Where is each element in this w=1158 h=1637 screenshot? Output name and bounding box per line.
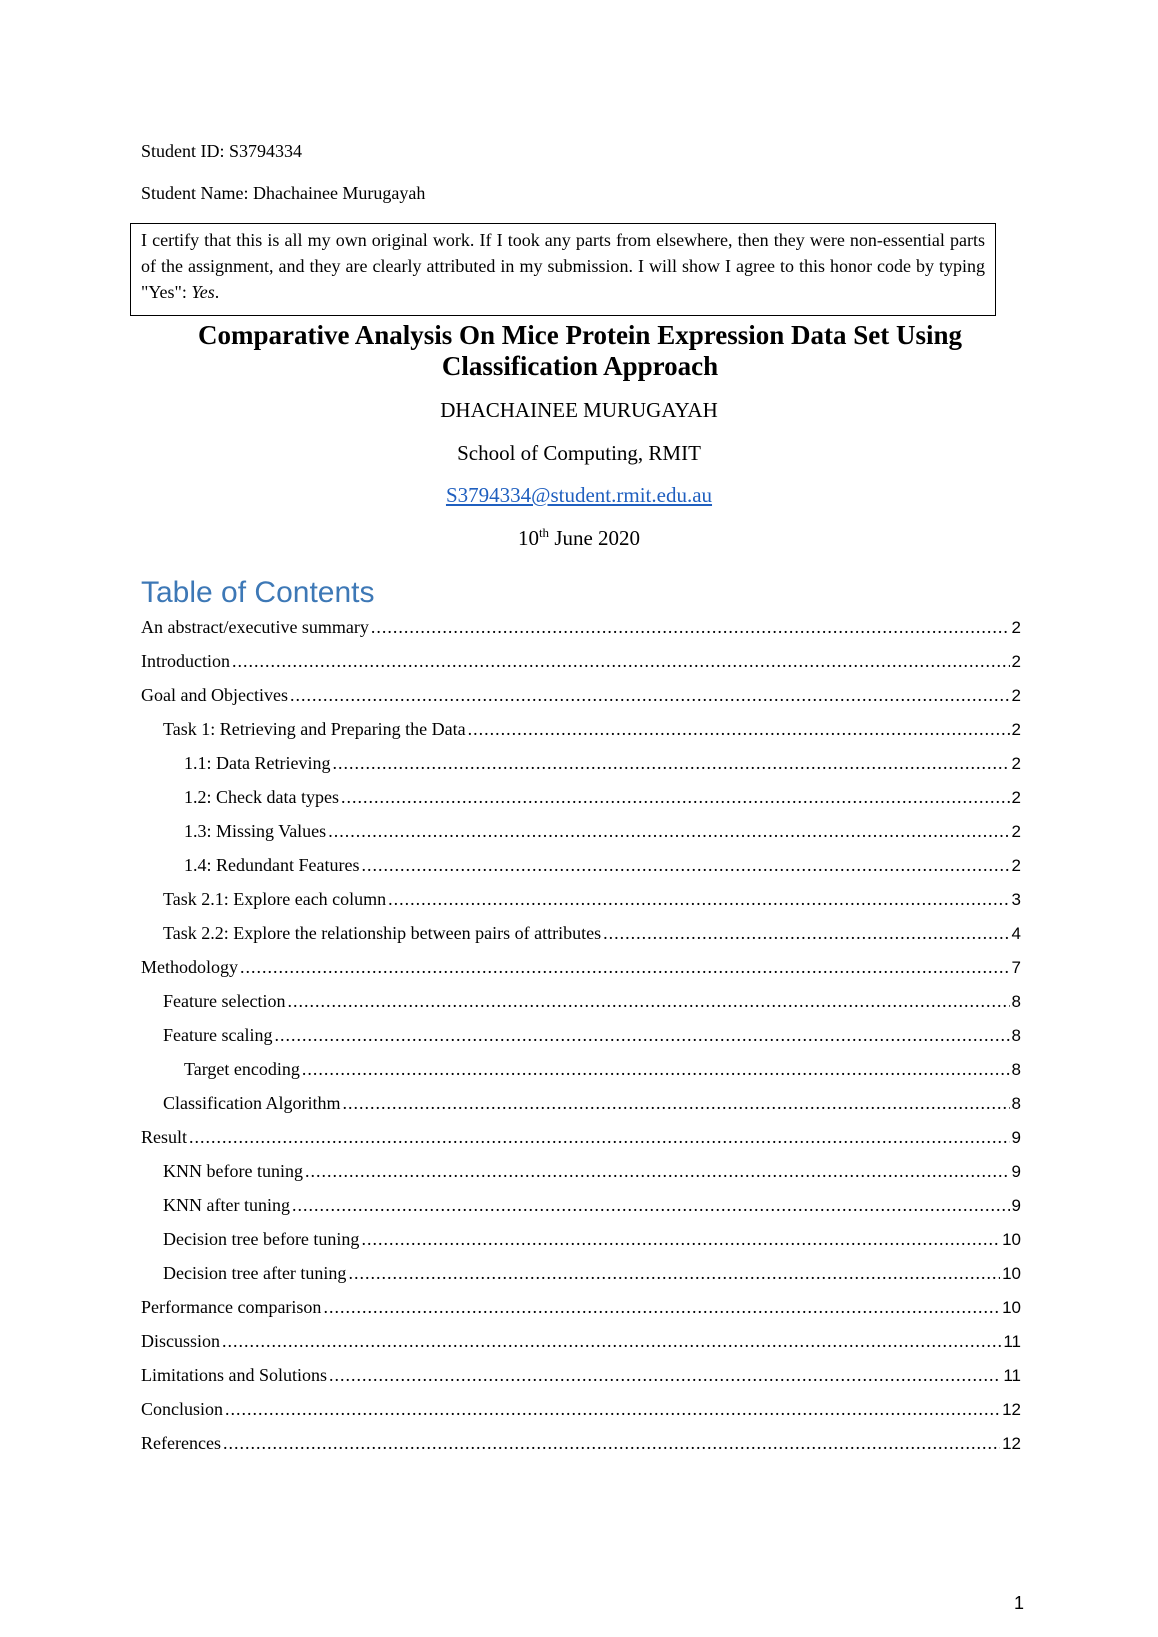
toc-leader-dots (222, 1331, 1001, 1352)
toc-entry-conclusion[interactable] (141, 1399, 1021, 1433)
toc-leader-dots (332, 753, 1009, 774)
toc-entry-1-3[interactable] (141, 821, 1021, 855)
toc-entry-limitations[interactable] (141, 1365, 1021, 1399)
toc-entry-page: 10 (1002, 1298, 1021, 1317)
toc-leader-dots (341, 787, 1010, 808)
toc-entry-label: Result (141, 1127, 188, 1147)
date-rest: June 2020 (549, 526, 641, 550)
toc-entry-page: 2 (1011, 822, 1021, 841)
toc-entry-knn-before[interactable] (141, 1161, 1021, 1195)
toc-entry-label: Conclusion (141, 1399, 224, 1419)
toc-entry-label: Feature selection (163, 991, 286, 1011)
date-suffix: th (538, 525, 550, 540)
toc-entry-label: Task 2.1: Explore each column (163, 889, 387, 909)
toc-entry-page: 2 (1011, 686, 1021, 705)
document-date (0, 525, 1158, 551)
student-name: Student Name: Dhachainee Murugayah (141, 183, 426, 203)
toc-leader-dots (292, 1195, 1010, 1216)
toc-entry-discussion[interactable] (141, 1331, 1021, 1365)
toc-leader-dots (232, 651, 1010, 672)
toc-entry-classification-algorithm[interactable] (141, 1093, 1021, 1127)
toc-entry-page: 11 (1003, 1366, 1021, 1385)
toc-leader-dots (240, 957, 1010, 978)
toc-leader-dots (348, 1263, 1000, 1284)
toc-entry-page: 2 (1011, 652, 1021, 671)
toc-leader-dots (361, 1229, 1000, 1250)
toc-leader-dots (361, 855, 1009, 876)
toc-entry-goal-objectives[interactable] (141, 685, 1021, 719)
toc-leader-dots (302, 1059, 1010, 1080)
toc-leader-dots (189, 1127, 1010, 1148)
toc-entry-page: 10 (1002, 1264, 1021, 1283)
toc-entry-label: Classification Algorithm (163, 1093, 341, 1113)
toc-entry-label: Task 1: Retrieving and Preparing the Data (163, 719, 466, 739)
title-line-2: Classification Approach (441, 351, 719, 381)
toc-entry-label: References (141, 1433, 221, 1453)
toc-leader-dots (328, 821, 1009, 842)
toc-entry-label: Decision tree before tuning (163, 1229, 360, 1249)
toc-entry-knn-after[interactable] (141, 1195, 1021, 1229)
email-link-wrapper (0, 483, 1158, 508)
toc-entry-page: 7 (1011, 958, 1021, 977)
author-name: DHACHAINEE MURUGAYAH (440, 398, 718, 422)
toc-leader-dots (290, 685, 1010, 706)
toc-entry-feature-scaling[interactable] (141, 1025, 1021, 1059)
honor-code-end: . (214, 282, 220, 302)
toc-entry-label: KNN before tuning (163, 1161, 303, 1181)
toc-entry-page: 12 (1002, 1400, 1021, 1419)
toc-entry-page: 9 (1011, 1196, 1021, 1215)
toc-leader-dots (223, 1433, 1000, 1454)
toc-entry-references[interactable] (141, 1433, 1021, 1467)
toc-entry-page: 10 (1002, 1230, 1021, 1249)
toc-entry-performance-comparison[interactable] (141, 1297, 1021, 1331)
toc-entry-label: Goal and Objectives (141, 685, 288, 705)
toc-entry-label: Decision tree after tuning (163, 1263, 347, 1283)
toc-leader-dots (329, 1365, 1001, 1386)
title-line-1: Comparative Analysis On Mice Protein Expression Data Set Using (197, 320, 962, 350)
toc-entry-page: 2 (1011, 618, 1021, 637)
toc-entry-label: Discussion (141, 1331, 221, 1351)
school-name: School of Computing, RMIT (457, 441, 701, 465)
toc-entry-label: 1.1: Data Retrieving (184, 753, 331, 773)
toc-entry-page: 3 (1011, 890, 1021, 909)
toc-entry-label: KNN after tuning (163, 1195, 290, 1215)
toc-entry-label: An abstract/executive summary (141, 617, 369, 637)
toc-entry-label: Limitations and Solutions (141, 1365, 328, 1385)
toc-entry-page: 8 (1011, 1026, 1021, 1045)
toc-entry-dt-before[interactable] (141, 1229, 1021, 1263)
honor-code-box (130, 223, 996, 316)
toc-entry-dt-after[interactable] (141, 1263, 1021, 1297)
toc-entry-page: 8 (1011, 1060, 1021, 1079)
toc-entry-methodology[interactable] (141, 957, 1021, 991)
toc-entry-task-2-1[interactable] (141, 889, 1021, 923)
page-number: 1 (1013, 1593, 1024, 1613)
toc-entry-1-1[interactable] (141, 753, 1021, 787)
toc-entry-page: 2 (1011, 720, 1021, 739)
toc-entry-result[interactable] (141, 1127, 1021, 1161)
student-id: Student ID: S3794334 (141, 141, 303, 161)
toc-entry-target-encoding[interactable] (141, 1059, 1021, 1093)
toc-entry-label: 1.2: Check data types (184, 787, 339, 807)
toc-entry-page: 2 (1011, 856, 1021, 875)
toc-leader-dots (343, 1093, 1010, 1114)
toc-leader-dots (287, 991, 1009, 1012)
toc-leader-dots (388, 889, 1009, 910)
toc-leader-dots (225, 1399, 1000, 1420)
table-of-contents (141, 617, 1021, 1467)
date-day: 10 (517, 526, 539, 550)
toc-entry-label: Introduction (141, 651, 230, 671)
toc-entry-label: Target encoding (184, 1059, 300, 1079)
toc-entry-abstract[interactable] (141, 617, 1021, 651)
toc-entry-label: Task 2.2: Explore the relationship between pairs of attributes (163, 923, 602, 943)
toc-entry-feature-selection[interactable] (141, 991, 1021, 1025)
toc-entry-page: 2 (1011, 788, 1021, 807)
toc-entry-1-4[interactable] (141, 855, 1021, 889)
toc-entry-page: 11 (1003, 1332, 1021, 1351)
email-link[interactable]: S3794334@student.rmit.edu.au (445, 483, 713, 507)
toc-entry-page: 9 (1011, 1162, 1021, 1181)
toc-entry-introduction[interactable] (141, 651, 1021, 685)
toc-entry-page: 2 (1011, 754, 1021, 773)
toc-entry-1-2[interactable] (141, 787, 1021, 821)
toc-entry-label: 1.3: Missing Values (184, 821, 327, 841)
toc-entry-page: 9 (1011, 1128, 1021, 1147)
toc-leader-dots (323, 1297, 1000, 1318)
honor-code-answer: Yes (191, 282, 215, 302)
toc-entry-label: Methodology (141, 957, 238, 977)
toc-entry-task-1[interactable] (141, 719, 1021, 753)
toc-leader-dots (603, 923, 1009, 944)
toc-leader-dots (468, 719, 1010, 740)
toc-leader-dots (371, 617, 1010, 638)
toc-entry-page: 8 (1011, 1094, 1021, 1113)
toc-heading: Table of Contents (141, 576, 375, 609)
honor-code-text: I certify that this is all my own original work. If I took any parts from elsewhere, then they were non-essential parts of the assignment, and they are clearly attributed in my submission. I will show I agree to this honor code by typing "Yes": (141, 230, 985, 302)
toc-leader-dots (305, 1161, 1010, 1182)
toc-entry-page: 12 (1002, 1434, 1021, 1453)
toc-entry-label: 1.4: Redundant Features (184, 855, 360, 875)
toc-leader-dots (274, 1025, 1009, 1046)
toc-entry-label: Feature scaling (163, 1025, 273, 1045)
toc-entry-label: Performance comparison (141, 1297, 322, 1317)
toc-entry-task-2-2[interactable] (141, 923, 1021, 957)
toc-entry-page: 4 (1011, 924, 1021, 943)
document-title (150, 320, 1010, 382)
toc-entry-page: 8 (1011, 992, 1021, 1011)
